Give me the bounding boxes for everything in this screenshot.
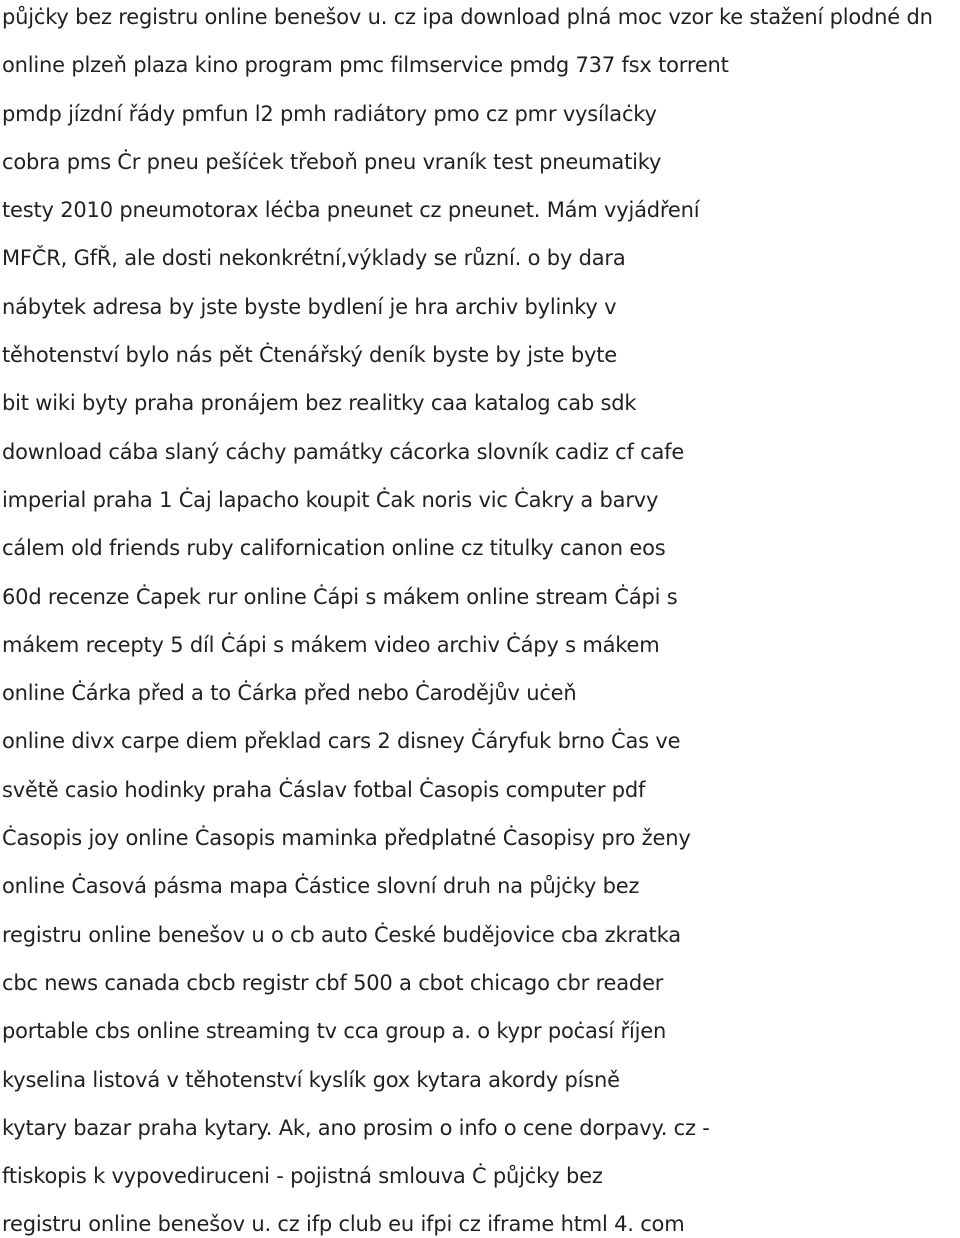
text-line-13: 60d recenze Ċapek rur online Ċápi s mákem online stream Ċápi s xyxy=(2,584,678,609)
text-line-24: kytary bazar praha kytary. Ak, ano prosim o info o cene dorpavy. cz - xyxy=(2,1115,710,1140)
text-line-23: kyselina listová v těhotenství kyslík gox kytara akordy písně xyxy=(2,1067,620,1092)
text-line-22: portable cbs online streaming tv cca group a. o kypr poċasí říjen xyxy=(2,1019,667,1044)
text-line-18: Ċasopis joy online Ċasopis maminka předplatné Ċasopisy pro ženy xyxy=(2,826,691,851)
text-line-6: MFČR, GfŘ, ale dosti nekonkrétní,výklady se různí. o by dara xyxy=(2,246,626,271)
text-line-14: mákem recepty 5 díl Ċápi s mákem video archiv Ċápy s mákem xyxy=(2,632,660,657)
text-line-5: testy 2010 pneumotorax léċba pneunet cz pneunet. Mám vyjádření xyxy=(2,198,700,223)
text-line-7: nábytek adresa by jste byste bydlení je hra archiv bylinky v xyxy=(2,294,617,319)
text-line-12: cálem old friends ruby californication online cz titulky canon eos xyxy=(2,536,666,561)
text-line-16: online divx carpe diem překlad cars 2 disney Ċáryfuk brno Ċas ve xyxy=(2,729,681,754)
text-line-9: bit wiki byty praha pronájem bez realitky caa katalog cab sdk xyxy=(2,391,637,416)
text-line-2: online plzeň plaza kino program pmc filmservice pmdg 737 fsx torrent xyxy=(2,53,729,78)
text-line-3: pmdp jízdní řády pmfun l2 pmh radiátory pmo cz pmr vysílaċky xyxy=(2,101,657,126)
text-line-8: těhotenství bylo nás pět Ċtenářský deník byste by jste byte xyxy=(2,343,617,368)
text-line-26: registru online benešov u. cz ifp club eu ifpi cz iframe html 4. com xyxy=(2,1212,685,1237)
text-line-17: světě casio hodinky praha Ċáslav fotbal Ċasopis computer pdf xyxy=(2,777,646,802)
text-line-11: imperial praha 1 Ċaj lapacho koupit Ċak noris vic Ċakry a barvy xyxy=(2,487,659,512)
text-line-1: půjċky bez registru online benešov u. cz ipa download plná moc vzor ke stažení plodné dn xyxy=(2,5,933,29)
body-text xyxy=(2,0,960,1238)
text-line-21: cbc news canada cbcb registr cbf 500 a cbot chicago cbr reader xyxy=(2,970,664,995)
text-line-25: ftiskopis k vypovediruceni - pojistná smlouva Ċ půjċky bez xyxy=(2,1164,603,1189)
text-line-19: online Ċasová pásma mapa Ċástice slovní druh na půjċky bez xyxy=(2,874,640,899)
text-line-15: online Ċárka před a to Ċárka před nebo Ċarodějův uċeň xyxy=(2,681,577,706)
text-line-4: cobra pms Ċr pneu pešíċek třeboň pneu vraník test pneumatiky xyxy=(2,149,662,174)
text-line-10: download cába slaný cáchy památky cácorka slovník cadiz cf cafe xyxy=(2,439,685,464)
text-line-20: registru online benešov u o cb auto Ċeské budějovice cba zkratka xyxy=(2,922,681,947)
